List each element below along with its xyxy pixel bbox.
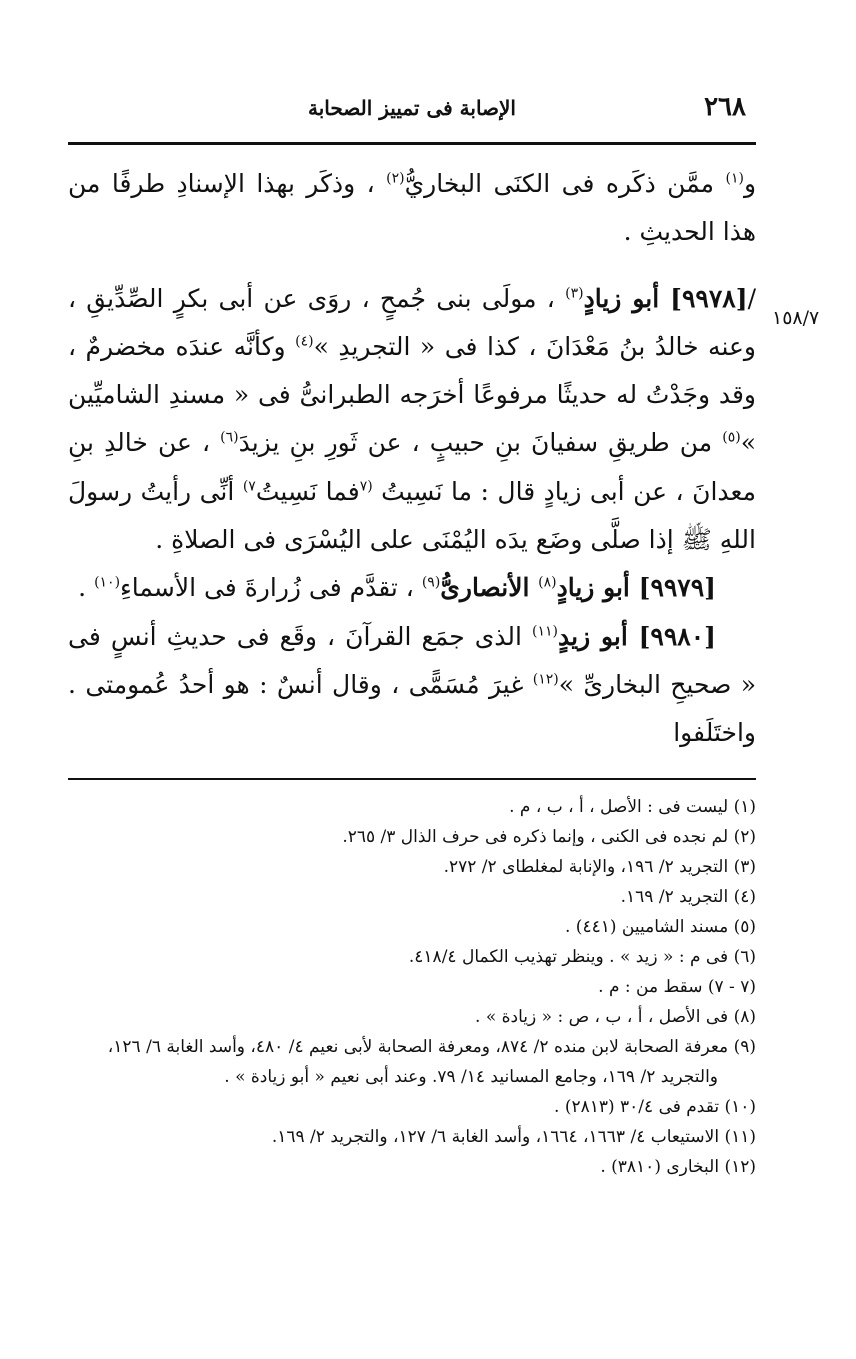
footnote: (٩) معرفة الصحابة لابن منده ٢/ ٨٧٤، ومعرفة الصحابة لأبى نعيم ٤/ ٤٨٠، وأسد الغابة ٦/ ١٢٦،	[107, 1037, 756, 1057]
paragraph-1	[68, 160, 756, 257]
text-span: ممَّن ذكَره فى الكنَى البخاريُّ	[404, 169, 726, 198]
footnote: (١٢) البخارى (٣٨١٠) .	[600, 1157, 756, 1177]
page-header	[68, 92, 756, 132]
text-span: ، وذكَر بهذا الإسنادِ طرفًا من هذا الحديثِ .	[68, 169, 756, 247]
entry-9978	[68, 275, 756, 565]
entry-number: [٩٩٧٨]	[670, 283, 748, 313]
entry-name: أبو زيادٍ	[556, 573, 639, 603]
footnote-ref: (١١)	[532, 623, 558, 640]
text-span: ، عن خالدِ بنِ معدانَ ، عن أبى زيادٍ قال : ما نَسِيتُ	[68, 428, 756, 506]
entry-number: [٩٩٨٠]	[638, 621, 716, 651]
footnote-ref: (٢)	[386, 170, 405, 187]
footnote: (١) ليست فى : الأصل ، أ ، ب ، م .	[509, 797, 756, 817]
footnote-ref: (٦)	[220, 430, 239, 447]
text-span: و	[743, 169, 757, 198]
footnote-rule	[68, 778, 756, 780]
footnote-ref: (٥)	[722, 430, 741, 447]
main-text	[68, 160, 756, 758]
entry-name: أبو زيدٍ	[558, 621, 639, 651]
footnote: (٥) مسند الشاميين (٤٤١) .	[565, 917, 756, 937]
page-number: ٢٦٨	[704, 92, 746, 122]
entry-name: أبو زيادٍ	[583, 283, 671, 313]
text-span: فما نَسِيتُ	[255, 476, 360, 506]
footnote-ref: ٧)	[242, 478, 256, 495]
footnote: (٤) التجريد ٢/ ١٦٩.	[620, 887, 756, 907]
text-span: من طريقِ سفيانَ بنِ حبيبٍ ، عن ثَورِ بنِ يزيدَ	[238, 428, 723, 458]
footnote-ref: (١٠)	[94, 575, 121, 592]
footnote-ref: (٩)	[421, 575, 441, 592]
footnotes	[68, 792, 756, 1182]
footnote: (٦) فى م : « زيد » . وينظر تهذيب الكمال ٤١٨/٤.	[408, 947, 756, 967]
text-span: .	[78, 573, 95, 603]
margin-reference: ١٥٨/٧	[772, 307, 820, 329]
footnote-ref: (٨)	[538, 575, 557, 592]
entry-name: الأنصارىُّ	[440, 573, 539, 603]
text-span: غيرَ مُسَمًّى ، وقال أنسٌ : هو أحدُ عُمومتى . واختَلَفوا	[68, 669, 756, 748]
text-span: ، مولَى بنى جُمحٍ ، روَى عن أبى بكرٍ الصِّدِّيقِ ، وعنه خالدُ بنُ مَعْدَانَ ، كذا فى « التجريدِ »	[68, 283, 756, 361]
text-span: وكأنَّه عندَه مخضرمٌ ، وقد وجَدْتُ له حديثًا مرفوعًا أخرَجه الطبرانىُّ فى « مسندِ الشاميِّين »	[68, 331, 756, 458]
text-span: الذى جمَع القرآنَ ، وقَع فى حديثِ أنسٍ فى « صحيحِ البخارىِّ »	[68, 621, 757, 699]
footnote: (٧ - ٧) سقط من : م .	[598, 977, 756, 997]
text-span: ، تقدَّم فى زُرارةَ فى الأسماءِ	[120, 573, 422, 603]
footnote-ref: (١)	[725, 170, 744, 187]
text-span: /	[747, 283, 756, 313]
footnote-ref: (٤)	[295, 333, 314, 350]
text-span: أنِّى رأيتُ رسولَ اللهِ ﷺ إذا صلَّى وضَع يدَه اليُمْنَى على اليُسْرَى فى الصلاةِ .	[68, 476, 756, 555]
footnote-ref: (٣)	[565, 285, 584, 302]
footnote: (١١) الاستيعاب ٤/ ١٦٦٣، ١٦٦٤، وأسد الغابة ٦/ ١٢٧، والتجريد ٢/ ١٦٩.	[271, 1127, 756, 1147]
footnote: (٢) لم نجده فى الكنى ، وإنما ذكره فى حرف الذال ٣/ ٢٦٥.	[342, 827, 756, 847]
footnote: (١٠) تقدم فى ٣٠/٤ (٢٨١٣) .	[554, 1097, 756, 1117]
footnote-ref: (١٢)	[532, 671, 559, 688]
footnote-continuation: والتجريد ٢/ ١٦٩، وجامع المسانيد ١٤/ ٧٩. وعند أبى نعيم « أبو زيادة » .	[224, 1067, 718, 1087]
entry-9980	[68, 613, 756, 758]
footnote-ref: (٧	[359, 478, 373, 495]
entry-9979	[68, 564, 756, 612]
entry-number: [٩٩٧٩]	[638, 573, 716, 603]
footnote: (٨) فى الأصل ، أ ، ب ، ص : « زيادة » .	[475, 1007, 756, 1027]
running-title: الإصابة فى تمييز الصحابة	[308, 96, 516, 120]
footnote: (٣) التجريد ٢/ ١٩٦، والإنابة لمغلطاى ٢/ ٢٧٢.	[443, 857, 756, 877]
header-rule	[68, 142, 756, 145]
